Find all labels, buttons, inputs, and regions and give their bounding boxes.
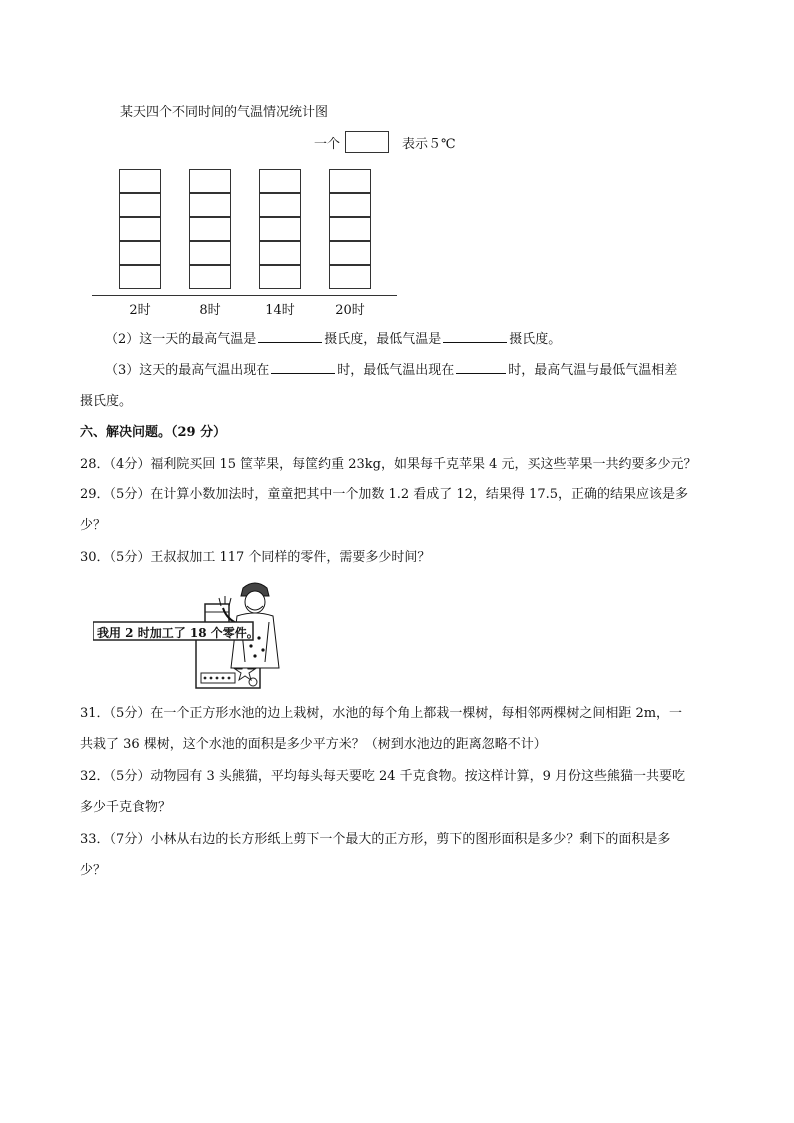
grid-cell[interactable] <box>189 169 231 193</box>
legend-box <box>345 131 389 153</box>
grid-cell[interactable] <box>329 193 371 217</box>
grid-cell[interactable] <box>189 265 231 289</box>
x-tick-label: 20时 <box>335 303 365 318</box>
problem-29: 29．（5分）在计算小数加法时，童童把其中一个加数 1.2 看成了 12，结果得 17.5，正确的结果应该是多 <box>80 487 689 502</box>
grid-cell[interactable] <box>119 217 161 241</box>
temperature-chart <box>92 95 460 320</box>
problem-32-cont: 多少千克食物？ <box>80 800 172 815</box>
answer-blank[interactable] <box>258 329 322 343</box>
problem-32: 32．（5分）动物园有 3 头熊猫，平均每头每天要吃 24 千克食物。按这样计算，9 月份这些熊猫一共要吃 <box>80 769 686 784</box>
section-heading: 六、解决问题。（29 分） <box>80 425 227 440</box>
grid-cell[interactable] <box>259 193 301 217</box>
grid-cell[interactable] <box>259 169 301 193</box>
problem-31: 31．（5分）在一个正方形水池的边上栽树，水池的每个角上都栽一棵树，每相邻两棵树之间相距 2m，一 <box>80 706 683 721</box>
grid-cell[interactable] <box>119 193 161 217</box>
grid-cell[interactable] <box>119 265 161 289</box>
grid-cell[interactable] <box>259 265 301 289</box>
grid-cell[interactable] <box>329 241 371 265</box>
problem-28: 28．（4分）福利院买回 15 筐苹果，每筐约重 23kg，如果每千克苹果 4 元，买这些苹果一共约要多少元？ <box>80 457 697 472</box>
grid-cell[interactable] <box>119 241 161 265</box>
problem-31-cont: 共栽了 36 棵树，这个水池的面积是多少平方米？（树到水池边的距离忽略不计） <box>80 737 547 752</box>
legend-suffix: 表示５℃ <box>402 137 456 152</box>
worker-illustration <box>93 576 285 694</box>
grid-cell[interactable] <box>189 193 231 217</box>
answer-blank[interactable] <box>443 329 507 343</box>
chart-title: 某天四个不同时间的气温情况统计图 <box>120 105 329 120</box>
problem-29-cont: 少？ <box>80 518 107 533</box>
x-axis <box>92 295 397 296</box>
grid-cell[interactable] <box>329 169 371 193</box>
question-3: （3）这天的最高气温出现在 时，最低气温出现在 时，最高气温与最低气温相差 <box>105 360 677 381</box>
x-tick-label: 2时 <box>129 303 151 318</box>
legend-prefix: 一个 <box>314 137 341 152</box>
grid-cell[interactable] <box>329 217 371 241</box>
question-2: （2）这一天的最高气温是 摄氏度，最低气温是 摄氏度。 <box>105 329 561 350</box>
answer-blank[interactable] <box>271 360 335 374</box>
grid-cell[interactable] <box>189 217 231 241</box>
x-tick-label: 8时 <box>199 303 221 318</box>
grid-cell[interactable] <box>259 217 301 241</box>
x-tick-label: 14时 <box>265 303 295 318</box>
grid-cell[interactable] <box>119 169 161 193</box>
problem-33: 33．（7分）小林从右边的长方形纸上剪下一个最大的正方形，剪下的图形面积是多少？剩下的面积是多 <box>80 832 671 847</box>
problem-33-cont: 少？ <box>80 863 107 878</box>
question-3-end: 摄氏度。 <box>80 394 133 409</box>
grid-cell[interactable] <box>259 241 301 265</box>
grid-cell[interactable] <box>329 265 371 289</box>
problem-30: 30．（5分）王叔叔加工 117 个同样的零件，需要多少时间？ <box>80 550 431 565</box>
speech-text: 我用 2 时加工了 18 个零件。 <box>97 626 259 640</box>
answer-blank[interactable] <box>456 360 506 374</box>
grid-cell[interactable] <box>189 241 231 265</box>
